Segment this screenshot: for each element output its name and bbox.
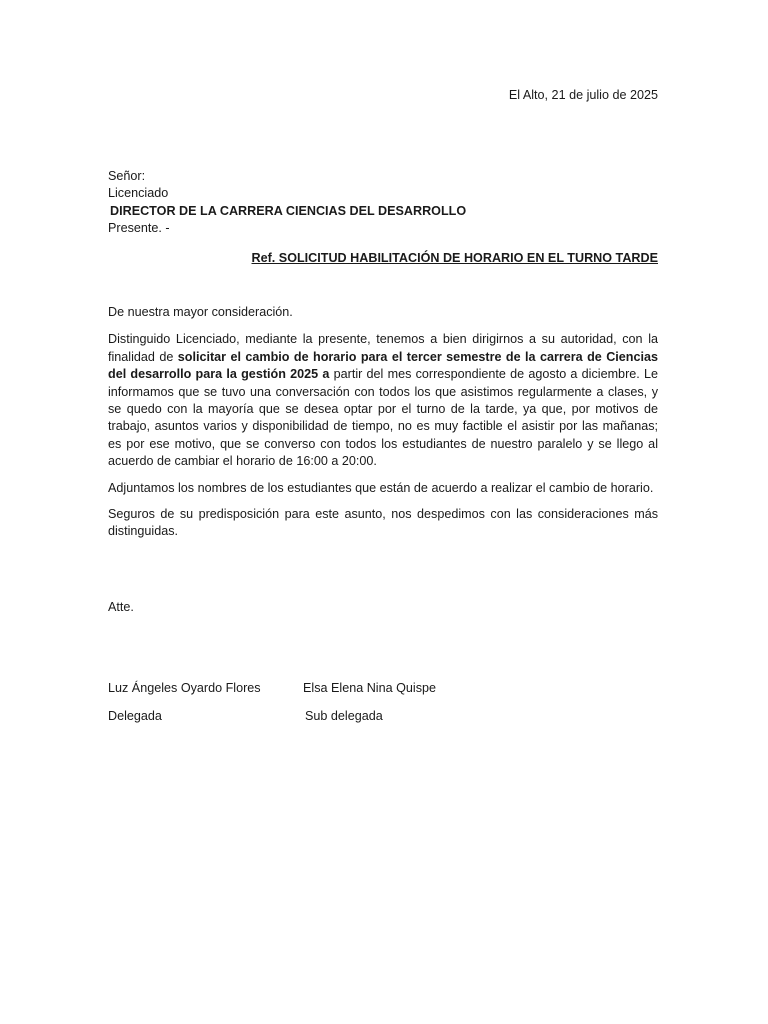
letter-body (108, 304, 658, 550)
recipient-presente: Presente. - (108, 221, 170, 236)
paragraph-request-intro: Distinguido Licenciado, mediante la presente, tenemos a bien dirigirnos a su autoridad, con la finalidad de (108, 332, 658, 364)
recipient-salutation: Señor: (108, 169, 146, 183)
paragraph-request-rest: partir del mes correspondiente de agosto a diciembre. Le informamos que se tuvo una conversación con todos los que asistimos regularmente a clases, y se quedo con la mayoría que se desea optar por el turno de la tarde, ya que, por motivos de trabajo, asuntos varios y disponibilidad de tiempo, no es muy factible el asistir por las mañanas; es por ese motivo, que se converso con todos los estudiantes de nuestro paralelo y se llego al acuerdo de cambiar el horario de 16:00 a 20:00. (108, 367, 659, 469)
recipient-block (108, 168, 658, 238)
signatory-role-subdelegada: Sub delegada (305, 709, 383, 723)
signatory-name-subdelegada: Elsa Elena Nina Quispe (303, 681, 437, 695)
paragraph-request (108, 331, 658, 470)
paragraph-attachment: Adjuntamos los nombres de los estudiantes que están de acuerdo a realizar el cambio de horario. (108, 480, 654, 495)
paragraph-farewell: Seguros de su predisposición para este asunto, nos despedimos con las consideraciones más distinguidas. (108, 507, 658, 539)
paragraph-request-bold: solicitar el cambio de horario para el tercer semestre de la carrera de Ciencias del desarrollo para la gestión 2025 a (108, 349, 658, 382)
reference-line: Ref. SOLICITUD HABILITACIÓN DE HORARIO EN EL TURNO TARDE (251, 251, 658, 265)
closing: Atte. (108, 600, 134, 614)
recipient-title: Licenciado (108, 186, 169, 201)
place-date: El Alto, 21 de julio de 2025 (508, 88, 658, 102)
signatory-name-delegada: Luz Ángeles Oyardo Flores (108, 681, 261, 695)
greeting: De nuestra mayor consideración. (108, 305, 293, 319)
recipient-position: DIRECTOR DE LA CARRERA CIENCIAS DEL DESARROLLO (110, 203, 467, 218)
signatory-role-delegada: Delegada (108, 709, 162, 723)
